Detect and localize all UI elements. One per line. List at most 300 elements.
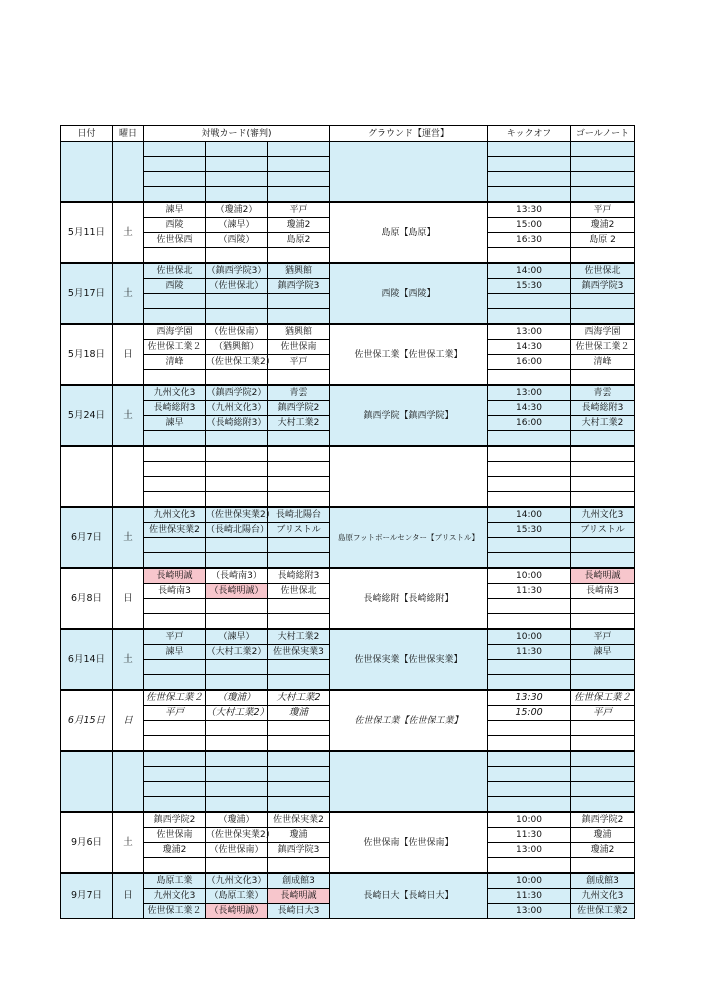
ground-cell: 佐世保工業【佐世保工業】 xyxy=(330,690,488,751)
team-b-cell xyxy=(268,187,330,203)
team-b-cell xyxy=(268,614,330,630)
weekday-cell: 土 xyxy=(113,507,144,568)
kickoff-cell xyxy=(488,675,571,691)
kickoff-cell: 10:00 xyxy=(488,568,571,584)
kickoff-cell xyxy=(488,309,571,325)
kickoff-cell: 10:00 xyxy=(488,629,571,645)
team-b-cell xyxy=(268,370,330,386)
goalnote-cell xyxy=(571,309,635,325)
date-cell xyxy=(61,751,113,812)
kickoff-cell xyxy=(488,599,571,614)
team-b-cell: 大村工業2 xyxy=(268,416,330,431)
referee-cell xyxy=(206,172,268,187)
date-cell: 5月24日 xyxy=(61,385,113,446)
table-row xyxy=(61,385,635,401)
team-b-cell xyxy=(268,660,330,675)
goalnote-cell: 長崎南3 xyxy=(571,584,635,599)
referee-cell xyxy=(206,660,268,675)
goalnote-cell: 創成館3 xyxy=(571,873,635,889)
kickoff-cell xyxy=(488,538,571,553)
header-row xyxy=(61,126,635,142)
date-cell xyxy=(61,142,113,203)
goalnote-cell: 長崎総附3 xyxy=(571,401,635,416)
team-a-cell xyxy=(144,751,206,767)
goalnote-cell xyxy=(571,370,635,386)
referee-cell xyxy=(206,553,268,569)
kickoff-cell: 16:30 xyxy=(488,233,571,248)
goalnote-cell: 大村工業2 xyxy=(571,416,635,431)
table-row xyxy=(61,812,635,828)
goalnote-cell xyxy=(571,751,635,767)
referee-cell: （佐世保実業2） xyxy=(206,507,268,523)
team-a-cell: 長崎明誠 xyxy=(144,568,206,584)
goalnote-cell xyxy=(571,538,635,553)
table-row xyxy=(61,873,635,889)
team-b-cell: 大村工業2 xyxy=(268,690,330,706)
kickoff-cell: 10:00 xyxy=(488,873,571,889)
referee-cell: （長崎南3） xyxy=(206,568,268,584)
goalnote-cell: 平戸 xyxy=(571,629,635,645)
goalnote-cell: 西海学園 xyxy=(571,324,635,340)
team-a-cell xyxy=(144,721,206,736)
team-a-cell xyxy=(144,782,206,797)
date-cell: 6月14日 xyxy=(61,629,113,690)
team-b-cell: 長崎日大3 xyxy=(268,904,330,919)
goalnote-cell xyxy=(571,797,635,813)
team-a-cell xyxy=(144,858,206,874)
date-cell: 5月17日 xyxy=(61,263,113,324)
referee-cell xyxy=(206,462,268,477)
team-a-cell xyxy=(144,309,206,325)
goalnote-cell: 瓊浦2 xyxy=(571,843,635,858)
team-a-cell xyxy=(144,370,206,386)
referee-cell xyxy=(206,736,268,752)
goalnote-cell: ブリストル xyxy=(571,523,635,538)
referee-cell: （佐世保北） xyxy=(206,279,268,294)
goalnote-cell: 鎮西学院3 xyxy=(571,279,635,294)
team-b-cell xyxy=(268,172,330,187)
goalnote-cell xyxy=(571,599,635,614)
team-b-cell xyxy=(268,767,330,782)
kickoff-cell: 15:30 xyxy=(488,279,571,294)
team-a-cell xyxy=(144,142,206,157)
referee-cell: （九州文化3） xyxy=(206,401,268,416)
kickoff-cell xyxy=(488,553,571,569)
goalnote-cell: 佐世保工業２ xyxy=(571,340,635,355)
team-b-cell: 平戸 xyxy=(268,202,330,218)
ground-cell: 西陵【西陵】 xyxy=(330,263,488,324)
referee-cell xyxy=(206,721,268,736)
goalnote-cell: 佐世保工業２ xyxy=(571,690,635,706)
ground-cell: 長崎総附【長崎総附】 xyxy=(330,568,488,629)
team-a-cell: 平戸 xyxy=(144,706,206,721)
team-a-cell xyxy=(144,157,206,172)
goalnote-cell: 清峰 xyxy=(571,355,635,370)
goalnote-cell xyxy=(571,782,635,797)
kickoff-cell: 11:30 xyxy=(488,645,571,660)
table-row xyxy=(61,202,635,218)
referee-cell: （島原工業） xyxy=(206,889,268,904)
referee-cell xyxy=(206,538,268,553)
team-b-cell: 猶興館 xyxy=(268,263,330,279)
date-cell: 9月7日 xyxy=(61,873,113,919)
header-ground: グラウンド【運営】 xyxy=(330,126,488,142)
referee-cell xyxy=(206,751,268,767)
kickoff-cell: 15:00 xyxy=(488,218,571,233)
referee-cell: （瓊浦） xyxy=(206,690,268,706)
kickoff-cell: 15:30 xyxy=(488,523,571,538)
team-a-cell xyxy=(144,767,206,782)
goalnote-cell xyxy=(571,660,635,675)
team-b-cell xyxy=(268,492,330,508)
team-a-cell: 西陵 xyxy=(144,279,206,294)
team-b-cell: 島原2 xyxy=(268,233,330,248)
team-b-cell: 瓊浦2 xyxy=(268,218,330,233)
team-a-cell: 西陵 xyxy=(144,218,206,233)
weekday-cell xyxy=(113,446,144,507)
team-a-cell: 島原工業 xyxy=(144,873,206,889)
team-b-cell xyxy=(268,599,330,614)
team-a-cell: 鎮西学院2 xyxy=(144,812,206,828)
team-a-cell xyxy=(144,187,206,203)
schedule-table xyxy=(60,125,635,919)
referee-cell xyxy=(206,782,268,797)
kickoff-cell: 13:30 xyxy=(488,690,571,706)
team-b-cell: 佐世保南 xyxy=(268,340,330,355)
team-b-cell xyxy=(268,157,330,172)
goalnote-cell xyxy=(571,721,635,736)
table-row xyxy=(61,507,635,523)
referee-cell: （瓊浦） xyxy=(206,812,268,828)
ground-cell xyxy=(330,446,488,507)
weekday-cell xyxy=(113,142,144,203)
team-a-cell: 西海学園 xyxy=(144,324,206,340)
team-a-cell xyxy=(144,736,206,752)
team-b-cell: 長崎北陽台 xyxy=(268,507,330,523)
team-b-cell: 青雲 xyxy=(268,385,330,401)
kickoff-cell xyxy=(488,614,571,630)
table-row xyxy=(61,263,635,279)
weekday-cell: 土 xyxy=(113,385,144,446)
team-b-cell: 創成館3 xyxy=(268,873,330,889)
kickoff-cell xyxy=(488,782,571,797)
team-a-cell xyxy=(144,294,206,309)
kickoff-cell xyxy=(488,248,571,264)
team-a-cell xyxy=(144,675,206,691)
team-a-cell xyxy=(144,431,206,447)
team-b-cell: 鎮西学院3 xyxy=(268,843,330,858)
team-b-cell: 大村工業2 xyxy=(268,629,330,645)
team-b-cell: 鎮西学院3 xyxy=(268,279,330,294)
team-a-cell xyxy=(144,446,206,462)
kickoff-cell: 13:30 xyxy=(488,202,571,218)
team-a-cell xyxy=(144,553,206,569)
team-b-cell: ブリストル xyxy=(268,523,330,538)
goalnote-cell xyxy=(571,614,635,630)
kickoff-cell xyxy=(488,492,571,508)
goalnote-cell xyxy=(571,477,635,492)
referee-cell: （長崎明誠） xyxy=(206,904,268,919)
weekday-cell: 土 xyxy=(113,202,144,263)
goalnote-cell: 平戸 xyxy=(571,706,635,721)
header-date: 日付 xyxy=(61,126,113,142)
goalnote-cell: 瓊浦 xyxy=(571,828,635,843)
goalnote-cell xyxy=(571,675,635,691)
team-a-cell: 諫早 xyxy=(144,645,206,660)
team-a-cell xyxy=(144,462,206,477)
kickoff-cell xyxy=(488,157,571,172)
goalnote-cell xyxy=(571,187,635,203)
goalnote-cell xyxy=(571,736,635,752)
team-b-cell xyxy=(268,477,330,492)
team-a-cell: 佐世保南 xyxy=(144,828,206,843)
referee-cell: （猶興館） xyxy=(206,340,268,355)
weekday-cell xyxy=(113,751,144,812)
team-a-cell xyxy=(144,172,206,187)
date-cell: 9月6日 xyxy=(61,812,113,873)
referee-cell xyxy=(206,446,268,462)
schedule-body xyxy=(61,142,635,919)
team-b-cell xyxy=(268,858,330,874)
team-a-cell: 諫早 xyxy=(144,202,206,218)
goalnote-cell: 九州文化3 xyxy=(571,507,635,523)
kickoff-cell: 16:00 xyxy=(488,416,571,431)
kickoff-cell: 10:00 xyxy=(488,812,571,828)
team-b-cell xyxy=(268,446,330,462)
kickoff-cell: 13:00 xyxy=(488,904,571,919)
referee-cell: （長崎北陽台） xyxy=(206,523,268,538)
table-row xyxy=(61,629,635,645)
header-goalnote: ゴールノート xyxy=(571,126,635,142)
team-b-cell xyxy=(268,142,330,157)
kickoff-cell: 14:30 xyxy=(488,401,571,416)
goalnote-cell xyxy=(571,462,635,477)
referee-cell xyxy=(206,767,268,782)
referee-cell: （鎮西学院2） xyxy=(206,385,268,401)
goalnote-cell xyxy=(571,446,635,462)
team-b-cell: 長崎総附3 xyxy=(268,568,330,584)
team-b-cell xyxy=(268,721,330,736)
referee-cell xyxy=(206,599,268,614)
referee-cell xyxy=(206,187,268,203)
table-row xyxy=(61,568,635,584)
table-row xyxy=(61,690,635,706)
team-a-cell: 佐世保工業２ xyxy=(144,904,206,919)
team-a-cell: 佐世保工業２ xyxy=(144,340,206,355)
referee-cell: （佐世保実業2） xyxy=(206,828,268,843)
referee-cell: （長崎明誠） xyxy=(206,584,268,599)
referee-cell: （長崎総附3） xyxy=(206,416,268,431)
header-kickoff: キックオフ xyxy=(488,126,571,142)
kickoff-cell: 11:30 xyxy=(488,584,571,599)
date-cell: 6月8日 xyxy=(61,568,113,629)
referee-cell: （佐世保南） xyxy=(206,324,268,340)
ground-cell: 佐世保南【佐世保南】 xyxy=(330,812,488,873)
weekday-cell: 日 xyxy=(113,873,144,919)
team-b-cell xyxy=(268,553,330,569)
team-a-cell: 諫早 xyxy=(144,416,206,431)
referee-cell: （諫早） xyxy=(206,218,268,233)
ground-cell xyxy=(330,142,488,203)
team-b-cell xyxy=(268,675,330,691)
kickoff-cell: 11:30 xyxy=(488,828,571,843)
referee-cell: （大村工業2） xyxy=(206,645,268,660)
date-cell: 5月18日 xyxy=(61,324,113,385)
team-b-cell: 佐世保実業2 xyxy=(268,812,330,828)
weekday-cell: 日 xyxy=(113,568,144,629)
goalnote-cell xyxy=(571,431,635,447)
team-b-cell xyxy=(268,294,330,309)
table-row xyxy=(61,142,635,157)
team-b-cell xyxy=(268,782,330,797)
goalnote-cell xyxy=(571,294,635,309)
team-b-cell xyxy=(268,751,330,767)
kickoff-cell xyxy=(488,751,571,767)
goalnote-cell xyxy=(571,248,635,264)
kickoff-cell: 14:30 xyxy=(488,340,571,355)
team-b-cell: 佐世保北 xyxy=(268,584,330,599)
referee-cell xyxy=(206,248,268,264)
referee-cell: （九州文化3） xyxy=(206,873,268,889)
team-a-cell: 清峰 xyxy=(144,355,206,370)
ground-cell: 島原【島原】 xyxy=(330,202,488,263)
referee-cell: （鎮西学院3） xyxy=(206,263,268,279)
goalnote-cell: 佐世保北 xyxy=(571,263,635,279)
kickoff-cell: 15:00 xyxy=(488,706,571,721)
table-row xyxy=(61,446,635,462)
team-b-cell xyxy=(268,248,330,264)
ground-cell: 佐世保実業【佐世保実業】 xyxy=(330,629,488,690)
referee-cell xyxy=(206,431,268,447)
header-weekday: 曜日 xyxy=(113,126,144,142)
kickoff-cell xyxy=(488,294,571,309)
goalnote-cell xyxy=(571,492,635,508)
header-matchup: 対戦カード(審判) xyxy=(144,126,330,142)
team-a-cell: 九州文化3 xyxy=(144,889,206,904)
team-a-cell: 九州文化3 xyxy=(144,385,206,401)
ground-cell: 長崎日大【長崎日大】 xyxy=(330,873,488,919)
goalnote-cell: 諫早 xyxy=(571,645,635,660)
team-a-cell xyxy=(144,538,206,553)
team-a-cell: 佐世保工業２ xyxy=(144,690,206,706)
referee-cell xyxy=(206,858,268,874)
team-a-cell xyxy=(144,599,206,614)
goalnote-cell: 青雲 xyxy=(571,385,635,401)
team-b-cell: 瓊浦 xyxy=(268,706,330,721)
kickoff-cell xyxy=(488,462,571,477)
referee-cell: （佐世保南） xyxy=(206,843,268,858)
kickoff-cell: 13:00 xyxy=(488,324,571,340)
team-a-cell xyxy=(144,492,206,508)
team-b-cell xyxy=(268,462,330,477)
goalnote-cell xyxy=(571,858,635,874)
weekday-cell: 日 xyxy=(113,324,144,385)
team-b-cell: 猶興館 xyxy=(268,324,330,340)
weekday-cell: 土 xyxy=(113,629,144,690)
goalnote-cell: 平戸 xyxy=(571,202,635,218)
referee-cell xyxy=(206,309,268,325)
team-b-cell: 佐世保実業3 xyxy=(268,645,330,660)
team-b-cell xyxy=(268,431,330,447)
ground-cell: 鎮西学院【鎮西学院】 xyxy=(330,385,488,446)
date-cell: 6月7日 xyxy=(61,507,113,568)
referee-cell: （西陵） xyxy=(206,233,268,248)
ground-cell: 島原フットボールセンター【ブリストル】 xyxy=(330,507,488,568)
weekday-cell: 土 xyxy=(113,263,144,324)
kickoff-cell xyxy=(488,446,571,462)
team-a-cell xyxy=(144,614,206,630)
weekday-cell: 日 xyxy=(113,690,144,751)
referee-cell: （佐世保工業2） xyxy=(206,355,268,370)
team-b-cell xyxy=(268,538,330,553)
kickoff-cell xyxy=(488,736,571,752)
goalnote-cell xyxy=(571,767,635,782)
team-b-cell: 平戸 xyxy=(268,355,330,370)
kickoff-cell xyxy=(488,477,571,492)
table-row xyxy=(61,751,635,767)
kickoff-cell xyxy=(488,660,571,675)
referee-cell: （瓊浦2） xyxy=(206,202,268,218)
kickoff-cell xyxy=(488,142,571,157)
kickoff-cell xyxy=(488,172,571,187)
goalnote-cell xyxy=(571,172,635,187)
team-a-cell: 長崎南3 xyxy=(144,584,206,599)
goalnote-cell xyxy=(571,553,635,569)
referee-cell xyxy=(206,477,268,492)
team-a-cell: 佐世保実業2 xyxy=(144,523,206,538)
team-b-cell: 長崎明誠 xyxy=(268,889,330,904)
ground-cell xyxy=(330,751,488,812)
goalnote-cell: 九州文化3 xyxy=(571,889,635,904)
kickoff-cell xyxy=(488,767,571,782)
team-a-cell xyxy=(144,797,206,813)
date-cell xyxy=(61,446,113,507)
referee-cell xyxy=(206,294,268,309)
goalnote-cell: 瓊浦2 xyxy=(571,218,635,233)
kickoff-cell xyxy=(488,370,571,386)
goalnote-cell: 長崎明誠 xyxy=(571,568,635,584)
team-a-cell xyxy=(144,660,206,675)
referee-cell xyxy=(206,142,268,157)
team-a-cell: 瓊浦2 xyxy=(144,843,206,858)
team-a-cell: 平戸 xyxy=(144,629,206,645)
team-a-cell xyxy=(144,477,206,492)
date-cell: 5月11日 xyxy=(61,202,113,263)
goalnote-cell xyxy=(571,157,635,172)
team-a-cell: 九州文化3 xyxy=(144,507,206,523)
goalnote-cell: 佐世保工業2 xyxy=(571,904,635,919)
table-row xyxy=(61,324,635,340)
kickoff-cell: 13:00 xyxy=(488,843,571,858)
referee-cell xyxy=(206,675,268,691)
team-b-cell xyxy=(268,309,330,325)
referee-cell: （諫早） xyxy=(206,629,268,645)
kickoff-cell: 16:00 xyxy=(488,355,571,370)
kickoff-cell: 14:00 xyxy=(488,507,571,523)
team-a-cell: 佐世保西 xyxy=(144,233,206,248)
kickoff-cell: 13:00 xyxy=(488,385,571,401)
team-b-cell xyxy=(268,797,330,813)
team-a-cell: 長崎総附3 xyxy=(144,401,206,416)
ground-cell: 佐世保工業【佐世保工業】 xyxy=(330,324,488,385)
date-cell: 6月15日 xyxy=(61,690,113,751)
referee-cell xyxy=(206,614,268,630)
goalnote-cell: 鎮西学院2 xyxy=(571,812,635,828)
team-b-cell: 鎮西学院2 xyxy=(268,401,330,416)
referee-cell xyxy=(206,157,268,172)
weekday-cell: 土 xyxy=(113,812,144,873)
kickoff-cell xyxy=(488,431,571,447)
